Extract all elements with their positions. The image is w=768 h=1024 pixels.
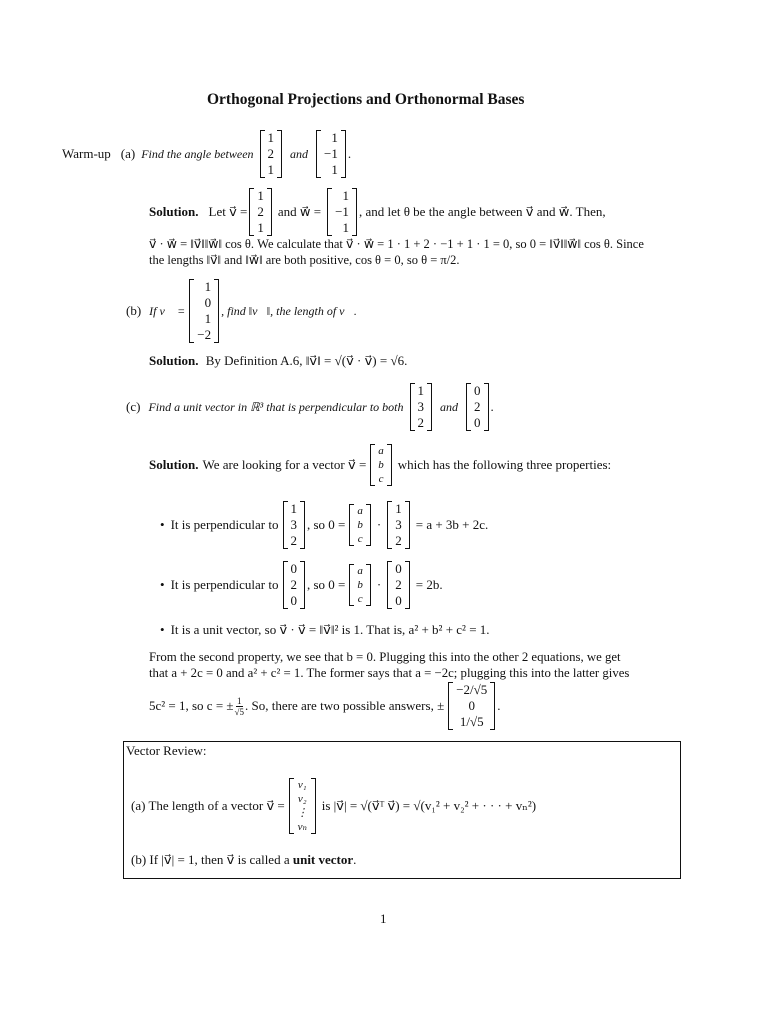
vector-abc: a b c: [370, 444, 392, 486]
solution-b-text: By Definition A.6, ‖v⃗‖ = √(v⃗ · v⃗) = √6.: [205, 353, 408, 368]
bullet2-text: It is perpendicular to: [170, 577, 279, 592]
vector-1-3-2: 1 3 2: [387, 501, 410, 549]
part-b-find: , find ‖v⃗‖, the length of v⃗.: [221, 303, 357, 318]
vector-1-3-2: 1 3 2: [283, 501, 306, 549]
review-b-end: .: [353, 852, 357, 867]
solution-a-let: Let v⃗ =: [208, 204, 248, 219]
solution-a-line2: v⃗ · w⃗ = ‖v⃗‖‖w⃗‖ cos θ. We calculate that v⃗ · w⃗ = 1 · 1 + 2 · −1 + 1 · 1 = 0, so 0 = ‖v⃗‖‖w⃗‖ cos θ. Since: [149, 237, 644, 251]
part-a-prompt: Find the angle between: [141, 146, 254, 161]
bullet-perpendicular-1: • It is perpendicular to 1 3 2 , so 0 = a b c · 1 3 2 = a + 3b + 2c.: [160, 501, 489, 548]
part-b-prompt: [126, 277, 357, 345]
solution-c-after: which has the following three properties:: [397, 457, 612, 472]
bullet1-result: = a + 3b + 2c.: [415, 517, 489, 532]
part-c-prompt: (c) Find a unit vector in ℝ³ that is perpendicular to both 1 3 2 and 0 2 0 .: [126, 383, 494, 430]
one-over-sqrt5: $\frac{1}{√5}$: [234, 695, 244, 717]
solution-label: Solution.: [149, 353, 199, 368]
para3-before: 5c² = 1, so c = ±: [149, 698, 234, 713]
part-b-if: If v⃗ =: [149, 303, 186, 318]
and-word: and: [290, 146, 309, 161]
vector-1-2-1: 1 2 1: [260, 130, 283, 178]
vector-w: 1 −1 1: [327, 188, 357, 236]
review-a-before: (a) The length of a vector v⃗ =: [131, 798, 285, 813]
solution-c-line1: [149, 443, 611, 487]
review-a-after: is |v⃗| = √(v⃗ᵀ v⃗) = √(v₁² + v₂² + · · · + vₙ²): [321, 798, 537, 813]
solution-a-line1: [149, 187, 606, 237]
solution-a-and: and w⃗ =: [277, 204, 322, 219]
part-c-text: Find a unit vector in ℝ³ that is perpendicular to both: [148, 399, 404, 414]
vector-0-2-0: 0 2 0: [283, 561, 306, 609]
warmup-label: Warm-up: [62, 146, 111, 161]
review-b-before: (b) If |v⃗| = 1, then v⃗ is called a: [131, 852, 290, 867]
vector-1-neg1-1: 1 −1 1: [316, 130, 346, 178]
bullet3-text: It is a unit vector, so v⃗ · v⃗ = ‖v⃗‖² is 1. That is, a² + b² + c² = 1.: [170, 622, 490, 637]
part-c-label: (c): [126, 399, 141, 414]
vector-1-0-1-neg2: 1 0 1 −2: [189, 279, 219, 343]
review-b: [131, 852, 356, 868]
vector-review-box: [123, 741, 681, 879]
part-b-label: (b): [126, 303, 142, 318]
review-a: [131, 770, 536, 842]
review-b-bold: unit vector: [292, 852, 354, 867]
part-a-label: (a): [120, 146, 136, 161]
solution-label: Solution.: [149, 457, 199, 472]
bullet1-mid: , so 0 =: [307, 517, 346, 532]
and-word: and: [440, 399, 459, 414]
solution-label: Solution.: [149, 204, 199, 219]
vector-abc: a b c: [349, 504, 371, 546]
paragraph-line1: From the second property, we see that b = 0. Plugging this into the other 2 equations, we get: [149, 650, 621, 664]
bullet-unit-vector: • It is a unit vector, so v⃗ · v⃗ = ‖v⃗‖² is 1. That is, a² + b² + c² = 1.: [160, 622, 490, 637]
answer-vector: −2/√5 0 1/√5: [448, 682, 495, 730]
bullet2-mid: , so 0 =: [307, 577, 346, 592]
warmup-a-prompt: Warm-up (a) Find the angle between 1 2 1 and 1 −1 1 .: [62, 130, 352, 177]
vector-abc: a b c: [349, 564, 371, 606]
solution-a-after: , and let θ be the angle between v⃗ and w⃗. Then,: [358, 204, 606, 219]
solution-c-before: We are looking for a vector v⃗ =: [202, 457, 367, 472]
solution-a-line3: the lengths ‖v⃗‖ and ‖w⃗‖ are both positive, cos θ = 0, so θ = π/2.: [149, 253, 460, 267]
para3-after: . So, there are two possible answers, ±: [245, 698, 445, 713]
solution-b: [149, 353, 407, 369]
bullet2-result: = 2b.: [415, 577, 443, 592]
vector-0-2-0: 0 2 0: [387, 561, 410, 609]
paragraph-line2: that a + 2c = 0 and a² + c² = 1. The former says that a = −2c; plugging this into the latter gives: [149, 666, 630, 680]
vector-v1-vn: v₁ v₂ ⋮ vₙ: [289, 778, 316, 834]
review-heading: Vector Review:: [126, 743, 207, 758]
vector-v: 1 2 1: [249, 188, 272, 236]
page-title: Orthogonal Projections and Orthonormal Bases: [207, 91, 525, 108]
paragraph-line3: 5c² = 1, so c = ± $\frac{1}{√5}$ . So, there are two possible answers, ± −2/√5 0 1/√5 .: [149, 682, 501, 729]
bullet1-text: It is perpendicular to: [170, 517, 279, 532]
vector-0-2-0: 0 2 0: [466, 383, 489, 431]
bullet-perpendicular-2: • It is perpendicular to 0 2 0 , so 0 = a b c · 0 2 0 = 2b.: [160, 561, 443, 608]
page-number: 1: [380, 911, 387, 926]
vector-1-3-2: 1 3 2: [410, 383, 433, 431]
